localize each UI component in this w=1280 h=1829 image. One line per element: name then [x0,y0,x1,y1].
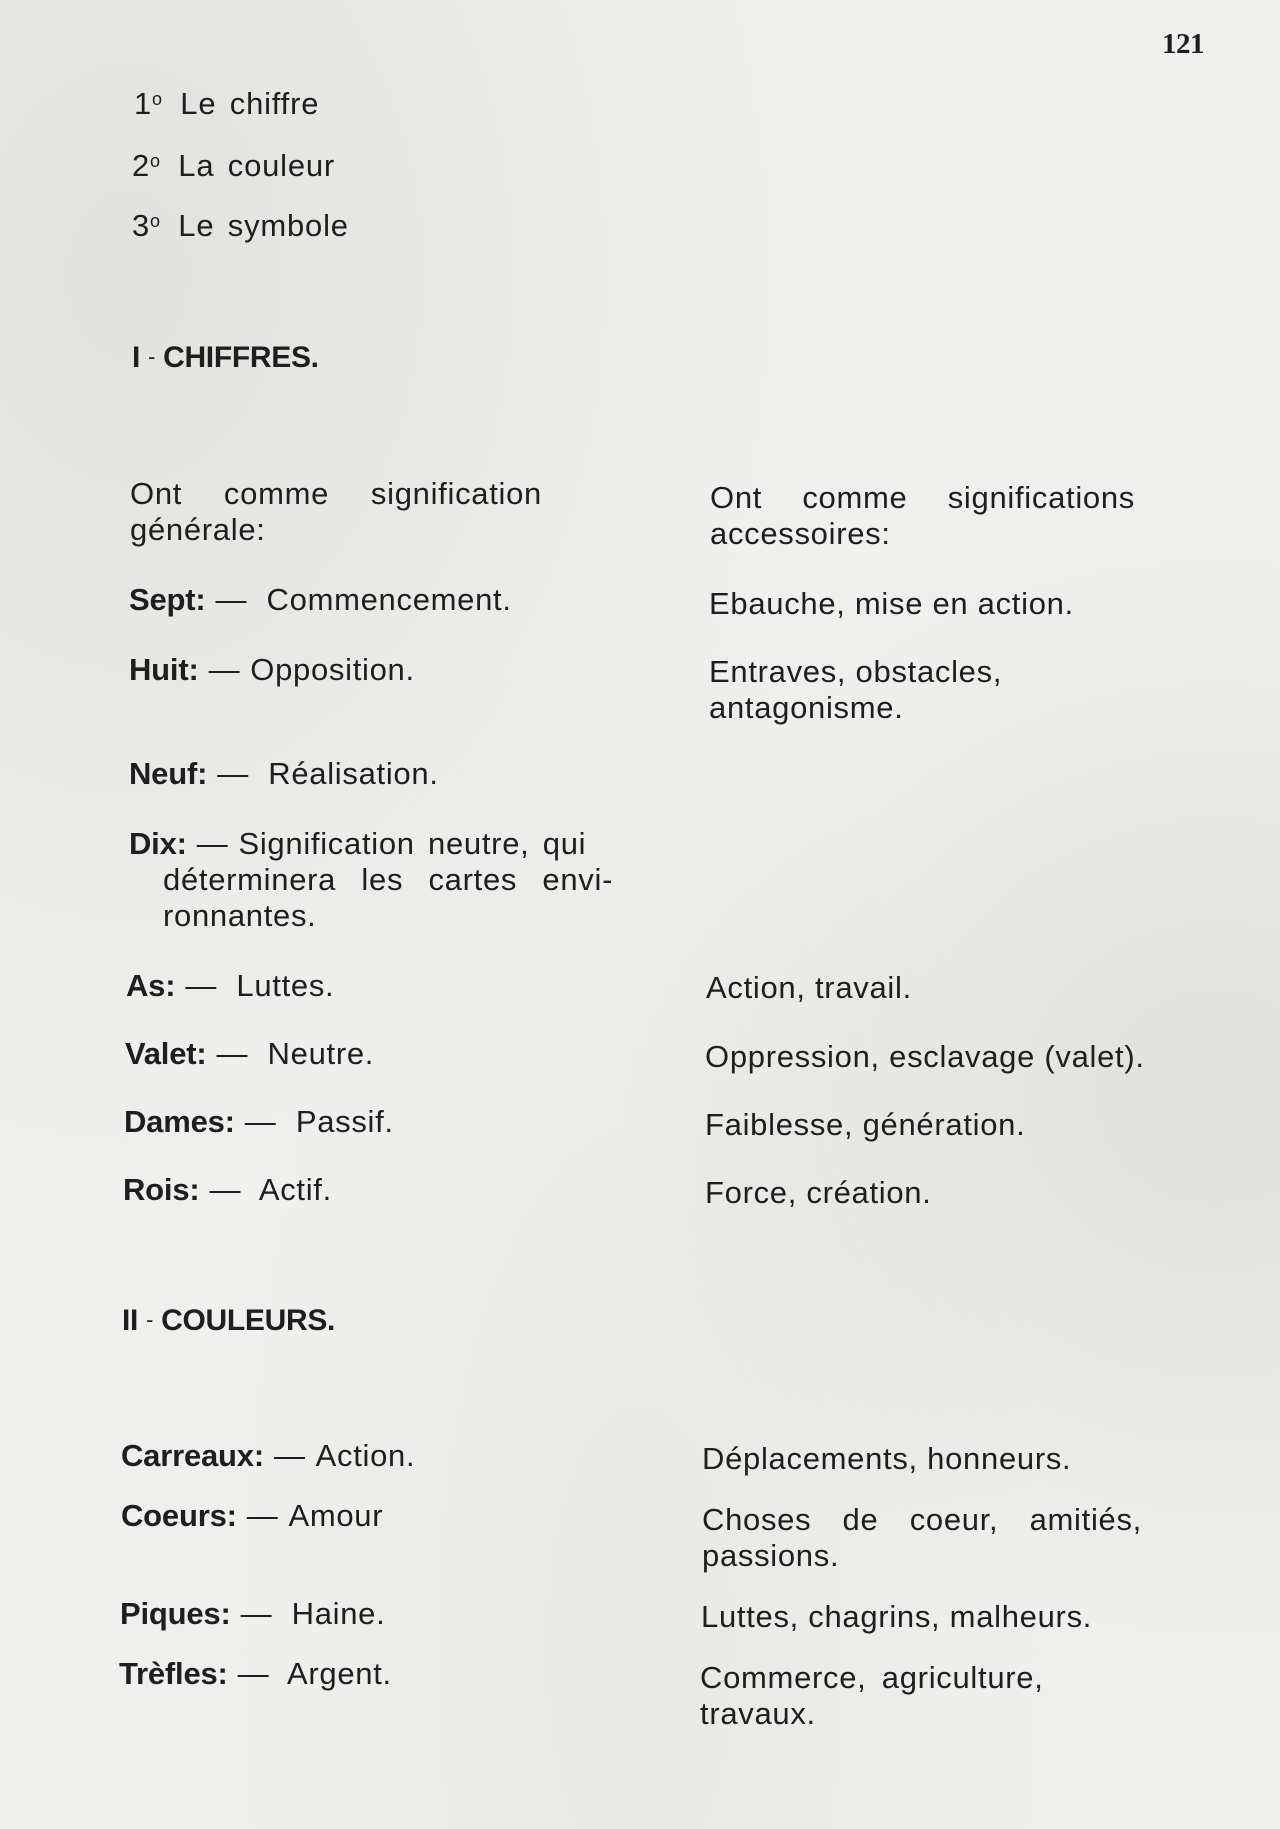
general-meaning-line: ronnantes. [163,898,317,933]
degree-sign: o [150,211,161,231]
chiffre-row-neuf [129,756,439,792]
column-header-general: Ont comme signification générale: [130,476,542,547]
accessory-meaning-huit: Entraves, obstacles, antagonisme. [709,654,1003,725]
accessory-meaning-dames: Faiblesse, génération. [705,1107,1026,1142]
couleur-row-coeurs [121,1498,383,1534]
general-meaning: Neutre. [267,1036,375,1071]
section-numeral: II [122,1304,139,1337]
general-meaning: Actif. [258,1172,332,1207]
section-heading-chiffres [132,341,319,375]
item-label: La couleur [178,148,336,183]
item-number: 2 [132,148,151,183]
section-separator: - [146,1307,154,1332]
accessory-meaning-coeurs: Choses de coeur, amitiés, passions. [702,1502,1142,1573]
item-number: 3 [132,208,151,243]
degree-sign: o [150,151,161,171]
term: Trèfles: [119,1656,228,1691]
couleur-row-carreaux [121,1438,415,1474]
chiffre-row-rois [123,1172,332,1208]
accessory-meaning-rois: Force, création. [705,1175,932,1210]
em-dash: — [273,1438,306,1473]
accessory-meaning-carreaux: Déplacements, honneurs. [702,1441,1072,1476]
page-number: 121 [1162,28,1204,60]
em-dash: — [215,582,248,617]
em-dash: — [217,756,249,791]
section-separator: - [148,344,156,369]
em-dash: — [208,652,241,687]
term: Piques: [120,1596,231,1631]
em-dash: — [244,1104,277,1139]
intro-list-item [132,208,349,244]
em-dash: — [246,1498,279,1533]
degree-sign: o [152,89,163,109]
term: Rois: [123,1172,200,1207]
general-meaning: Haine. [291,1596,386,1631]
em-dash: — [209,1172,242,1207]
term: As: [126,968,176,1003]
chiffre-row-as [126,968,334,1004]
couleur-row-piques [120,1596,385,1632]
general-meaning: Amour [288,1498,384,1533]
chiffre-row-huit [129,652,415,688]
general-meaning-line: déterminera les cartes envi- [163,862,614,897]
section-heading-couleurs [122,1304,335,1338]
accessory-meaning-valet: Oppression, esclavage (valet). [705,1039,1145,1074]
term: Dames: [124,1104,235,1139]
em-dash: — [216,1036,249,1071]
term: Valet: [125,1036,207,1071]
term: Sept: [129,582,206,617]
accessory-meaning-sept: Ebauche, mise en action. [709,586,1074,621]
general-meaning: Argent. [286,1656,392,1691]
general-meaning: Action. [315,1438,416,1473]
em-dash: — [185,968,218,1003]
accessory-meaning-trefles: Commerce, agriculture, travaux. [700,1660,1044,1731]
accessory-meaning-as: Action, travail. [706,970,912,1005]
couleur-row-trefles [119,1656,392,1692]
general-meaning: Réalisation. [268,756,439,791]
section-title: COULEURS. [161,1304,336,1337]
term: Coeurs: [121,1498,237,1533]
em-dash: — [237,1656,270,1691]
general-meaning: Commencement. [266,582,512,617]
term: Huit: [129,652,199,687]
general-meaning: Opposition. [250,652,415,687]
item-number: 1 [134,86,153,121]
general-meaning-line: Signification neutre, qui [238,826,587,861]
item-label: Le symbole [178,208,349,243]
term: Carreaux: [121,1438,264,1473]
intro-list-item [134,86,319,122]
term: Dix: [129,826,187,861]
column-header-accessory: Ont comme significations accessoires: [710,480,1135,551]
accessory-meaning-piques: Luttes, chagrins, malheurs. [701,1599,1093,1634]
chiffre-row-sept [129,582,512,618]
item-label: Le chiffre [180,86,320,121]
general-meaning: Passif. [295,1104,394,1139]
section-title: CHIFFRES. [163,341,319,374]
em-dash: — [196,826,229,861]
chiffre-row-valet [125,1036,374,1072]
section-numeral: I [132,341,141,374]
intro-list-item [132,148,335,184]
general-meaning: Luttes. [236,968,335,1003]
chiffre-row-dix [129,826,659,934]
chiffre-row-dames [124,1104,394,1140]
em-dash: — [240,1596,273,1631]
term: Neuf: [129,756,208,791]
